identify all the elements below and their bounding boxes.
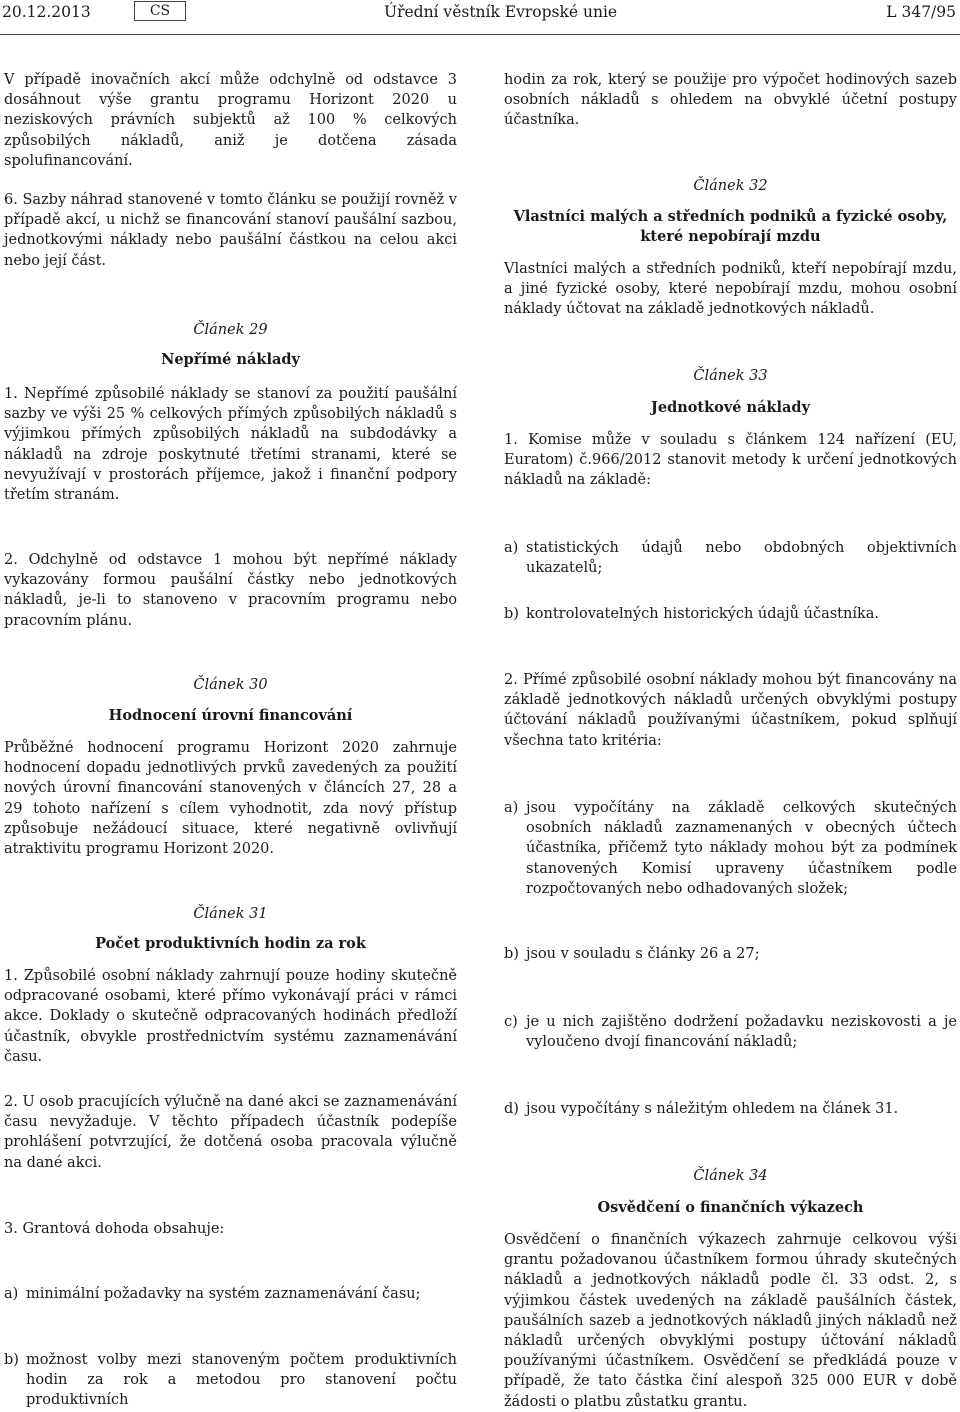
- article-32-label: Článek 32: [693, 178, 768, 194]
- article-30-paragraph: Průběžné hodnocení programu Horizont 2020 zahrnuje hodnocení dopadu jednotlivých prvků zavedených za použití nových úrovní financování stanovených v článcích 27, 28 a 29 tohoto nařízení s cílem vyhodnotit, zda nový přístup způsobuje nežádoucí situace, které negativně ovlivňují atraktivitu programu Horizont 2020.: [4, 740, 457, 858]
- article-32-title: Vlastníci malých a středních podniků a fyzické osoby, které nepobírají mzdu: [513, 208, 948, 246]
- article-31-item-a: a) minimální požadavky na systém zaznamenávání času;: [4, 1286, 421, 1302]
- article-33-item-b: b) kontrolovatelných historických údajů účastníka.: [504, 606, 879, 622]
- article-33-item-2b: b) jsou v souladu s články 26 a 27;: [504, 946, 760, 962]
- article-33-item-2c: c) je u nich zajištěno dodržení požadavku neziskovosti a je vyloučeno dvojí financování nákladů;: [504, 1014, 957, 1051]
- publication-date: 20.12.2013: [2, 3, 91, 21]
- article-34-title: Osvědčení o finančních výkazech: [597, 1199, 864, 1216]
- article-34-paragraph: Osvědčení o finančních výkazech zahrnuje celkovou výši grantu požadovanou účastníkem formou úhrady skutečných nákladů a jednotkových nákladů podle čl. 33 odst. 2, s výjimkou částek uvedených na základě paušálních částek, paušálních sazeb a jednotkových nákladů jiných nákladů než nákladů určených obvyklými postupy účtování nákladů používanými účastníkem. Osvědčení se předkládá pouze v případě, že tato částka činí alespoň 325 000 EUR v době žádosti o platbu zůstatku grantu.: [504, 1232, 957, 1410]
- journal-title: Úřední věstník Evropské unie: [384, 3, 618, 21]
- article-33-item-a: a) statistických údajů nebo obdobných objektivních ukazatelů;: [504, 540, 957, 577]
- article-33-title: Jednotkové náklady: [650, 399, 810, 416]
- article-33-label: Článek 33: [693, 368, 768, 384]
- article-33-item-2a: a) jsou vypočítány na základě celkových skutečných osobních nákladů zaznamenaných v obecných účtech účastníka, přičemž tyto náklady mohou být za podmínek stanovených Komisí upraveny účastníkem podle rozpočtovaných nebo odhadovaných složek;: [504, 800, 957, 897]
- article-30-title: Hodnocení úrovní financování: [108, 707, 353, 724]
- article-33-paragraph-2: 2. Přímé způsobilé osobní náklady mohou být financovány na základě jednotkových nákladů určených obvyklými postupy účtování nákladů používanými účastníkem, pokud splňují všechna tato kritéria:: [504, 672, 957, 749]
- article-31-item-b: b) možnost volby mezi stanoveným počtem produktivních hodin za rok a metodou pro stanovení počtu produktivních: [4, 1352, 457, 1409]
- page-number: L 347/95: [886, 3, 956, 21]
- article-31-paragraph-3: 3. Grantová dohoda obsahuje:: [4, 1221, 225, 1237]
- article-29-paragraph-1: 1. Nepřímé způsobilé náklady se stanoví za použití paušální sazby ve výši 25 % celkových přímých způsobilých nákladů s výjimkou přímých způsobilých nákladů na subdodávky a nákladů na zdroje poskytnuté třetími stranami, které se nevyužívají v prostorách příjemce, jakož i finanční podpory třetím stranám.: [4, 386, 457, 504]
- article-33-paragraph-1: 1. Komise může v souladu s článkem 124 nařízení (EU, Euratom) č.966/2012 stanovit metody k určení jednotkových nákladů na základě:: [504, 432, 957, 489]
- article-30-label: Článek 30: [193, 677, 268, 693]
- article-29-paragraph-2: 2. Odchylně od odstavce 1 mohou být nepřímé náklady vykazovány formou paušální částky nebo jednotkových nákladů, je-li to stanoveno v pracovním programu nebo pracovním plánu.: [4, 552, 457, 629]
- article-29-label: Článek 29: [193, 322, 268, 338]
- paragraph-innovation: V případě inovačních akcí může odchylně od odstavce 3 dosáhnout výše grantu programu Horizont 2020 u neziskových právních subjektů až 100 % celkových způsobilých nákladů, aniž je dotčena zásada spolufinancování.: [4, 72, 457, 169]
- article-33-item-2d: d) jsou vypočítány s náležitým ohledem na článek 31.: [504, 1101, 899, 1117]
- article-31-title: Počet produktivních hodin za rok: [95, 935, 366, 952]
- article-31-paragraph-2: 2. U osob pracujících výlučně na dané akci se zaznamenávání času nevyžaduje. V těchto případech účastník podepíše prohlášení potvrzující, že dotčená osoba pracovala výlučně na dané akci.: [4, 1094, 457, 1171]
- article-29-title: Nepřímé náklady: [161, 351, 300, 368]
- article-32-paragraph: Vlastníci malých a středních podniků, kteří nepobírají mzdu, a jiné fyzické osoby, které nepobírají mzdu, mohou osobní náklady účtovat na základě jednotkových nákladů.: [504, 261, 957, 318]
- article-31-label: Článek 31: [193, 906, 268, 922]
- page-header: [0, 0, 960, 35]
- language-badge: CS: [134, 1, 186, 21]
- paragraph-continuation: hodin za rok, který se použije pro výpočet hodinových sazeb osobních nákladů s ohledem na obvyklé účetní postupy účastníka.: [504, 72, 957, 129]
- paragraph-6: 6. Sazby náhrad stanovené v tomto článku se použijí rovněž v případě akcí, u nichž se financování stanoví paušální sazbou, jednotkovými náklady nebo paušální částkou na celou akci nebo její část.: [4, 192, 457, 269]
- article-34-label: Článek 34: [693, 1168, 768, 1184]
- article-31-paragraph-1: 1. Způsobilé osobní náklady zahrnují pouze hodiny skutečně odpracované osobami, které přímo vykonávají práci v rámci akce. Doklady o skutečně odpracovaných hodinách předloží účastník, obvykle prostřednictvím systému zaznamenávání času.: [4, 968, 457, 1065]
